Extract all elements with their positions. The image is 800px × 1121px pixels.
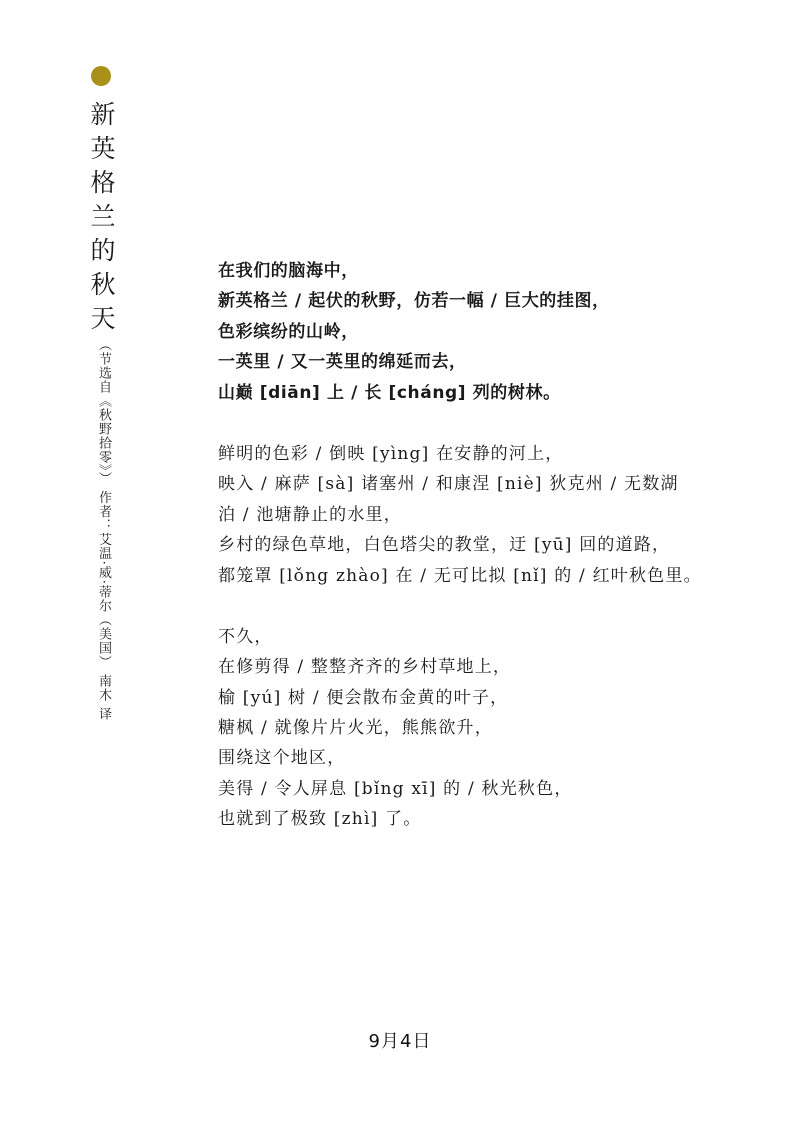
source-note: （节选自《秋野拾零》）	[96, 338, 111, 486]
stanza-3	[218, 622, 758, 835]
title-char: 新	[90, 100, 116, 129]
byline	[92, 338, 114, 721]
poem-line: 榆 [yú] 树 / 便会散布金黄的叶子，	[218, 687, 509, 708]
poem-line: 乡村的绿色草地，白色塔尖的教堂，迂 [yū] 回的道路，	[218, 535, 671, 556]
title-char: 英	[90, 134, 116, 163]
stanza-1	[218, 256, 758, 408]
poem-line: 在我们的脑海中，	[218, 261, 359, 281]
stanza-2	[218, 439, 758, 591]
page-title	[88, 98, 118, 336]
poem-line: 美得 / 令人屏息 [bǐng xī] 的 / 秋光秋色，	[218, 778, 573, 799]
poem-line: 新英格兰 / 起伏的秋野，仿若一幅 / 巨大的挂图，	[218, 291, 610, 312]
poem-line: 在修剪得 / 整整齐齐的乡村草地上，	[218, 657, 512, 678]
poem-line: 鲜明的色彩 / 倒映 [yìng] 在安静的河上，	[218, 443, 564, 464]
decorative-dot-icon	[91, 66, 111, 86]
title-char: 格	[90, 168, 116, 197]
page-date: 9月4日	[368, 1031, 432, 1052]
poem-body	[218, 256, 758, 866]
poem-line: 都笼罩 [lǒng zhào] 在 / 无可比拟 [nǐ] 的 / 红叶秋色里。	[218, 565, 702, 586]
author-credit: 作者：艾温·威·蒂尔（美国）	[96, 490, 111, 669]
poem-line: 一英里 / 又一英里的绵延而去，	[218, 352, 467, 373]
poem-line: 泊 / 池塘静止的水里，	[218, 504, 402, 525]
poem-line: 映入 / 麻萨 [sà] 诸塞州 / 和康涅 [niè] 狄克州 / 无数湖	[218, 474, 679, 495]
title-char: 兰	[90, 202, 116, 231]
poem-line: 色彩缤纷的山岭，	[218, 321, 359, 342]
translator-credit: 南木 译	[96, 674, 111, 722]
title-char: 天	[90, 304, 116, 333]
poem-line: 不久，	[218, 626, 273, 647]
poem-line: 围绕这个地区，	[218, 748, 346, 769]
poem-line: 也就到了极致 [zhì] 了。	[218, 809, 422, 830]
poem-line: 山巅 [diān] 上 / 长 [cháng] 列的树林。	[218, 382, 561, 403]
title-char: 的	[90, 236, 116, 265]
poem-line: 糖枫 / 就像片片火光，熊熊欲升，	[218, 718, 493, 739]
title-char: 秋	[90, 270, 116, 299]
